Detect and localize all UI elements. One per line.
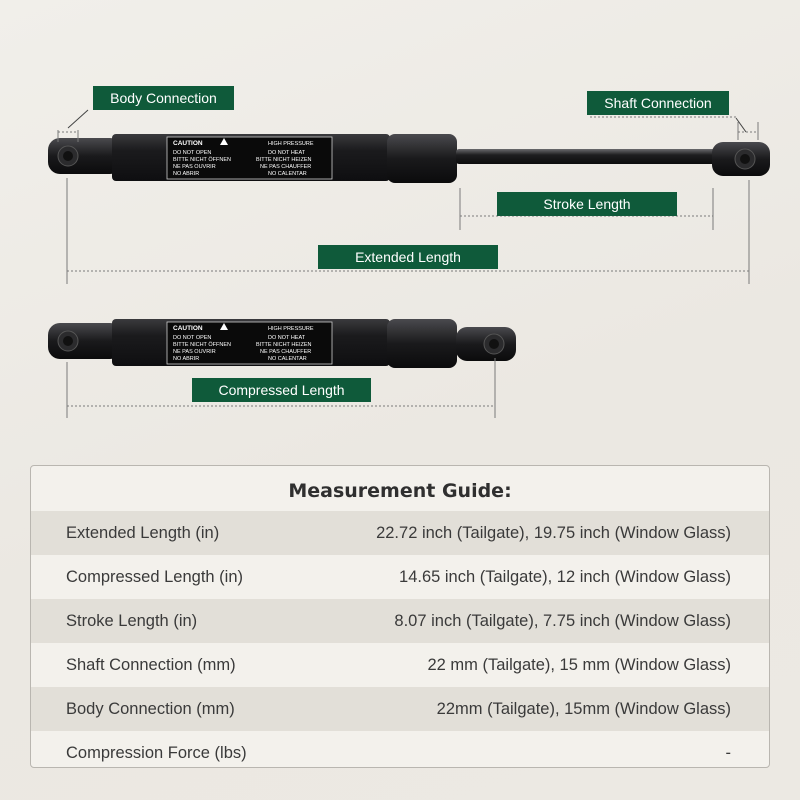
guide-row — [31, 687, 769, 731]
guide-row-label: Shaft Connection (mm) — [66, 655, 236, 674]
label-line: BITTE NICHT ÖFFNEN — [173, 342, 231, 348]
extended-strut — [48, 134, 770, 183]
seal-collar — [387, 319, 457, 368]
label-line: DO NOT HEAT — [268, 335, 306, 341]
warning-label — [167, 322, 332, 364]
shaft-connection-tag: Shaft Connection — [587, 91, 729, 115]
stroke-length-tag: Stroke Length — [497, 192, 677, 216]
label-line: NE PAS CHAUFFER — [260, 349, 312, 355]
guide-row — [31, 731, 769, 768]
label-line: BITTE NICHT ÖFFNEN — [173, 157, 231, 163]
guide-row-value: 22.72 inch (Tailgate), 19.75 inch (Window Glass) — [376, 523, 731, 542]
label-line: NO ABRIR — [173, 356, 200, 362]
label-line: NO CALENTAR — [268, 356, 307, 362]
guide-row-label: Stroke Length (in) — [66, 611, 198, 630]
guide-row-value: 22 mm (Tailgate), 15 mm (Window Glass) — [427, 655, 731, 674]
guide-row-label: Extended Length (in) — [66, 523, 220, 542]
measurement-guide-title: Measurement Guide: — [288, 480, 512, 502]
measurement-guide-panel — [30, 465, 770, 768]
guide-row — [31, 599, 769, 643]
label-line: DO NOT HEAT — [268, 150, 306, 156]
label-line: BITTE NICHT HEIZEN — [256, 157, 312, 163]
guide-row — [31, 643, 769, 687]
label-line: NE PAS OUVRIR — [173, 164, 216, 170]
guide-row-label: Body Connection (mm) — [66, 699, 235, 718]
guide-row-value: 22mm (Tailgate), 15mm (Window Glass) — [436, 699, 731, 718]
label-line: BITTE NICHT HEIZEN — [256, 342, 312, 348]
label-line: DO NOT OPEN — [173, 150, 212, 156]
label-line: HIGH PRESSURE — [268, 326, 314, 332]
label-line: NO ABRIR — [173, 171, 200, 177]
piston-rod — [456, 149, 718, 164]
compressed-strut — [48, 319, 516, 368]
warning-label — [167, 137, 332, 179]
compressed-length-tag: Compressed Length — [192, 378, 371, 402]
label-line: NE PAS OUVRIR — [173, 349, 216, 355]
caution-text: CAUTION — [173, 325, 203, 332]
guide-row-label: Compression Force (lbs) — [66, 743, 247, 762]
label-line: DO NOT OPEN — [173, 335, 212, 341]
label-line: HIGH PRESSURE — [268, 141, 314, 147]
guide-row — [31, 555, 769, 599]
guide-row-label: Compressed Length (in) — [66, 567, 244, 586]
extended-length-tag: Extended Length — [318, 245, 498, 269]
guide-row — [31, 511, 769, 555]
body-connection-tag: Body Connection — [93, 86, 234, 110]
caution-text: CAUTION — [173, 140, 203, 147]
guide-row-value: 8.07 inch (Tailgate), 7.75 inch (Window Glass) — [394, 611, 731, 630]
seal-collar — [387, 134, 457, 183]
guide-row-value: - — [725, 743, 731, 762]
guide-row-value: 14.65 inch (Tailgate), 12 inch (Window Glass) — [399, 567, 731, 586]
label-line: NO CALENTAR — [268, 171, 307, 177]
label-line: NE PAS CHAUFFER — [260, 164, 312, 170]
